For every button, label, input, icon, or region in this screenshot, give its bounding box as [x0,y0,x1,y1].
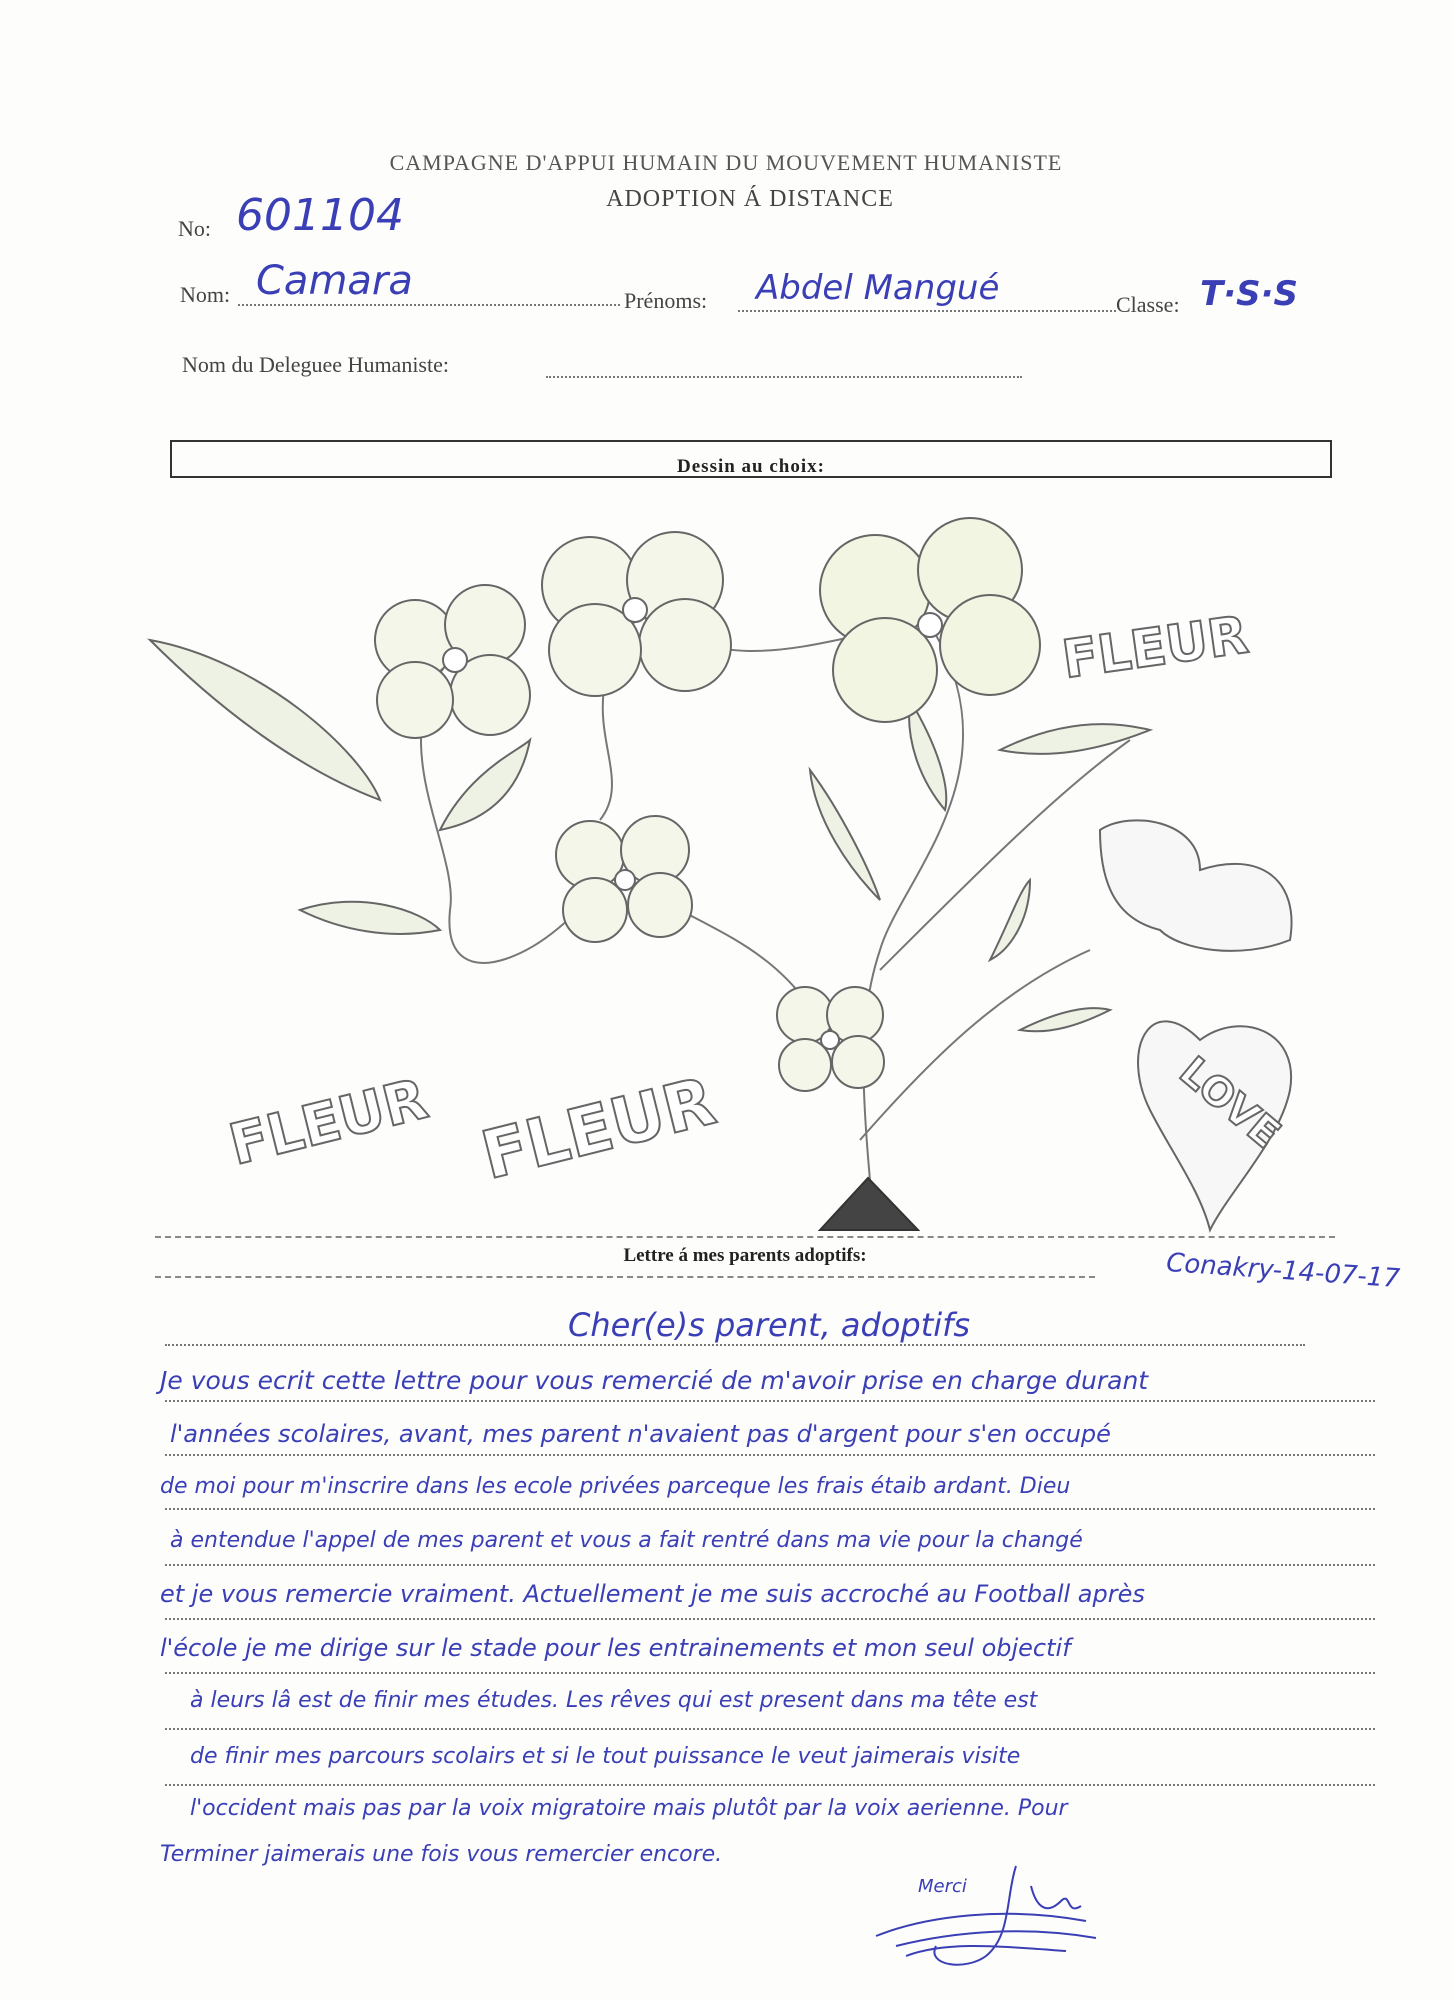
nom-value: Camara [256,258,413,304]
graffiti-word: LOVE [1170,1048,1289,1158]
leaf [909,700,946,810]
delegue-dotted-line [546,376,1022,378]
flower [820,518,1040,722]
leaf [810,770,880,900]
letter-title: Lettre á mes parents adoptifs: [623,1245,867,1266]
letter-dotted-line [165,1398,1375,1402]
letter-closing: Merci [918,1876,967,1897]
letter-top-rule [155,1236,1335,1238]
letter-dotted-line [165,1506,1375,1510]
letter-salutation: Cher(e)s parent, adoptifs [568,1306,971,1344]
letter-line: à entendue l'appel de mes parent et vous a fait rentré dans ma vie pour la changé [170,1528,1083,1553]
letter-line: et je vous remercie vraiment. Actuellement je me suis accroché au Football après [160,1580,1145,1608]
letter-date: Conakry-14-07-17 [1165,1247,1401,1295]
leaf [990,880,1030,960]
leaf [1000,724,1150,754]
leaf [440,740,530,830]
adoption-title: ADOPTION Á DISTANCE [606,186,894,212]
flower [542,532,731,696]
graffiti-word: FLEUR [474,1062,723,1195]
letter-dotted-line [165,1342,1305,1346]
butterfly [1100,820,1292,951]
leaf [300,902,440,934]
letter-line: Terminer jaimerais une fois vous remercier encore. [160,1842,723,1867]
graffiti-word: FLEUR [223,1066,434,1179]
flower [556,816,692,942]
signature-image [866,1846,1106,1976]
letter-line: Je vous ecrit cette lettre pour vous remercié de m'avoir prise en charge durant [160,1366,1149,1395]
pot [820,1178,918,1230]
leaf [150,640,380,800]
flower [375,585,530,738]
letter-line: l'occident mais pas par la voix migratoire mais plutôt par la voix aerienne. Pour [190,1796,1068,1821]
leaf [1020,1008,1110,1031]
no-label: No: [178,216,211,241]
letter-dotted-line [165,1726,1375,1730]
letter-line: de finir mes parcours scolairs et si le tout puissance le veut jaimerais visite [190,1744,1021,1769]
prenoms-label: Prénoms: [624,288,708,313]
classe-value: T·S·S [1200,274,1298,314]
letter-bottom-rule [155,1276,1095,1278]
letter-dotted-line [165,1782,1375,1786]
letter-dotted-line [165,1616,1375,1620]
no-value: 601104 [236,190,404,241]
delegue-label: Nom du Deleguee Humaniste: [182,352,449,377]
stem [860,950,1090,1140]
letter-dotted-line [165,1562,1375,1566]
classe-label: Classe: [1116,292,1180,317]
letter-line: de moi pour m'inscrire dans les ecole privées parceque les frais étaib ardant. Dieu [160,1474,1071,1499]
letter-line: l'années scolaires, avant, mes parent n'avaient pas d'argent pour s'en occupé [170,1420,1111,1448]
letter-line: à leurs lâ est de finir mes études. Les rêves qui est present dans ma tête est [190,1688,1038,1713]
letter-dotted-line [165,1452,1375,1456]
letter-dotted-line [165,1670,1375,1674]
flower [777,987,884,1091]
graffiti-word: FLEUR [1058,605,1252,691]
campaign-title: CAMPAGNE D'APPUI HUMAIN DU MOUVEMENT HUMANISTE [389,150,1063,175]
prenoms-dotted-line [738,310,1116,312]
prenoms-value: Abdel Mangué [756,268,1000,308]
letter-line: l'école je me dirige sur le stade pour les entrainements et mon seul objectif [160,1634,1071,1662]
nom-dotted-line [238,304,620,306]
drawing-title: Dessin au choix: [677,456,825,477]
nom-label: Nom: [180,282,231,307]
